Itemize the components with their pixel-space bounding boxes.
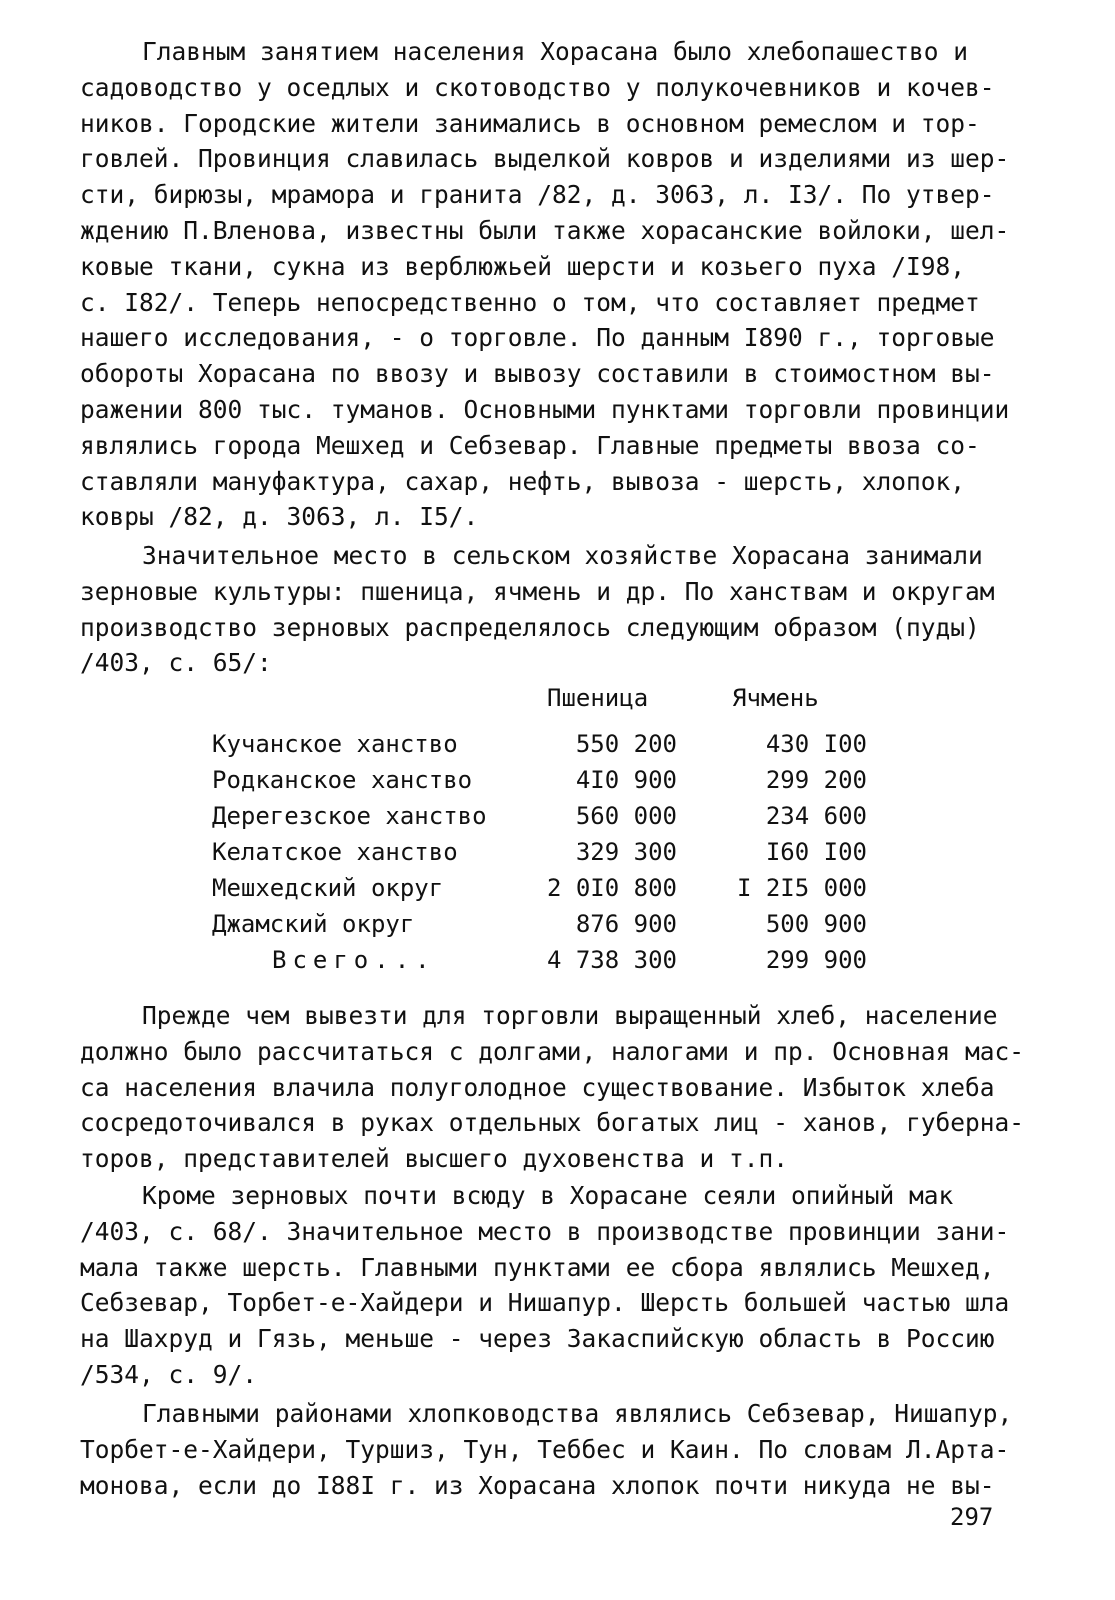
wheat-total: 4 738 300 [546,946,677,974]
text-line: Значительное место в сельском хозяйстве Хорасана занимали [142,541,983,570]
barley-value: 430 I00 [765,730,867,758]
text-line: монова, если до I88I г. из Хорасана хлопок почти никуда не вы- [80,1470,995,1500]
paragraph-3 [80,998,1024,1177]
region-name: Родканское ханство [212,766,473,794]
column-header-barley: Ячмень [732,684,819,712]
wheat-value: 876 900 [575,910,677,938]
barley-value: 234 600 [765,802,867,830]
paragraph-1 [80,34,1009,535]
text-line: /403, с. 68/. Значительное место в производстве провинции зани- [80,1216,1010,1246]
text-line: мала также шерсть. Главными пунктами ее сбора являлись Мешхед, [80,1252,995,1282]
text-line: ковые ткани, сукна из верблюжьей шерсти и козьего пуха /I98, [80,251,966,281]
text-line: Кроме зерновых почти всюду в Хорасане сеяли опийный мак [142,1181,954,1210]
text-line: ражении 800 тыс. туманов. Основными пунктами торговли провинции [80,394,1010,424]
region-name: Мешхедский округ [212,874,444,902]
region-name: Дерегезское ханство [212,802,487,830]
paragraph-2 [80,538,995,681]
text-line: должно было рассчитаться с долгами, налогами и пр. Основная мас- [80,1036,1025,1066]
paragraph-4 [80,1178,1009,1393]
barley-value: 299 200 [765,766,867,794]
text-line: Главными районами хлопководства являлись Себзевар, Нишапур, [142,1399,1013,1428]
column-header-wheat: Пшеница [547,684,649,712]
region-name: Келатское ханство [212,838,458,866]
text-line: са населения влачила полуголодное существование. Избыток хлеба [80,1072,995,1102]
wheat-value: 329 300 [575,838,677,866]
page-number: 297 [950,1503,994,1531]
text-line: торов, представителей высшего духовенства и т.п. [80,1144,789,1174]
wheat-value: 560 000 [575,802,677,830]
text-line: ников. Городские жители занимались в основном ремеслом и тор- [80,108,980,138]
text-line: с. I82/. Теперь непосредственно о том, что составляет предмет [80,287,980,317]
text-line: нашего исследования, - о торговле. По данным I890 г., торговые [80,323,995,353]
text-line: говлей. Провинция славилась выделкой ковров и изделиями из шер- [80,144,1010,174]
text-line: /403, с. 65/: [80,648,272,678]
text-line: Главным занятием населения Хорасана было хлебопашество и [142,37,969,66]
text-line: производство зерновых распределялось следующим образом (пуды) [80,612,980,642]
text-line: ждению П.Вленова, известны были также хорасанские войлоки, шел- [80,215,1010,245]
region-name: Кучанское ханство [212,730,458,758]
text-line: ставляли мануфактура, сахар, нефть, вывоза - шерсть, хлопок, [80,466,966,496]
region-name: Джамский округ [212,910,415,938]
wheat-value: 550 200 [575,730,677,758]
wheat-value: 4I0 900 [575,766,677,794]
barley-value: I60 I00 [765,838,867,866]
barley-total: 299 900 [765,946,867,974]
total-label: Всего... [272,946,436,974]
wheat-value: 2 0I0 800 [546,874,677,902]
barley-value: I 2I5 000 [736,874,867,902]
text-line: являлись города Мешхед и Себзевар. Главные предметы ввоза со- [80,430,980,460]
text-line: садоводство у оседлых и скотоводство у полукочевников и кочев- [80,72,995,102]
text-line: сти, бирюзы, мрамора и гранита /82, д. 3063, л. I3/. По утвер- [80,180,995,210]
text-line: Себзевар, Торбет-е-Хайдери и Нишапур. Шерсть большей частью шла [80,1288,1010,1318]
text-line: ковры /82, д. 3063, л. I5/. [80,502,479,532]
text-line: /534, с. 9/. [80,1359,258,1389]
text-line: Торбет-е-Хайдери, Туршиз, Тун, Теббес и Каин. По словам Л.Арта- [80,1434,1010,1464]
paragraph-5 [80,1396,1012,1503]
text-line: на Шахруд и Гязь, меньше - через Закаспийскую область в Россию [80,1324,995,1354]
text-line: зерновые культуры: пшеница, ячмень и др. По ханствам и округам [80,576,995,606]
text-line: сосредоточивался в руках отдельных богатых лиц - ханов, губерна- [80,1108,1025,1138]
text-line: обороты Хорасана по ввозу и вывозу составили в стоимостном вы- [80,359,995,389]
barley-value: 500 900 [765,910,867,938]
text-line: Прежде чем вывезти для торговли выращенный хлеб, население [142,1001,998,1030]
